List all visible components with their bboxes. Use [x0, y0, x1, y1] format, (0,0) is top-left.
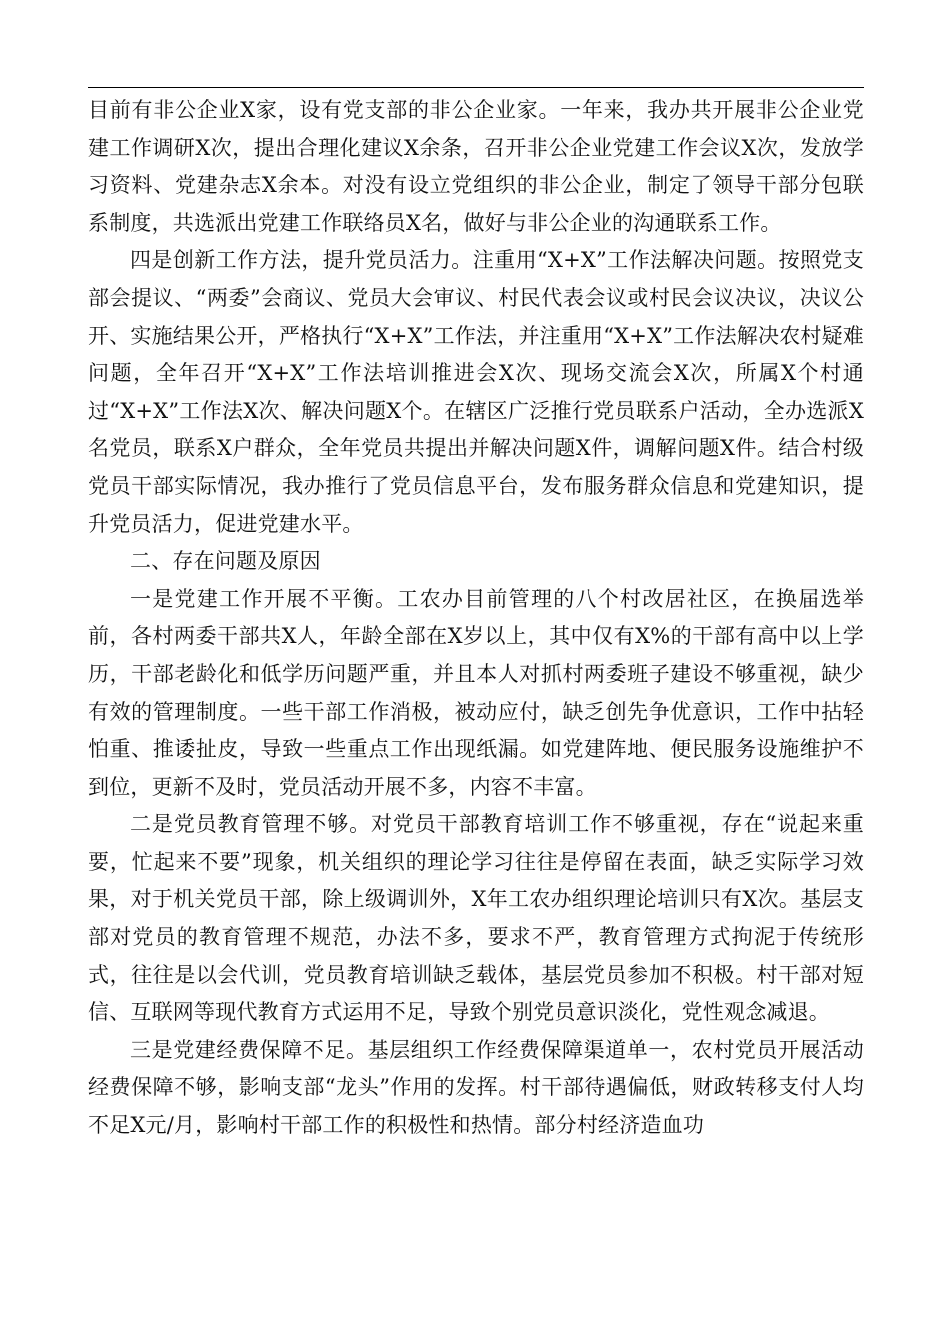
document-body [88, 92, 864, 1145]
paragraph-innovation-methods: 四是创新工作方法，提升党员活力。注重用“X+X”工作法解决问题。按照党支部会提议、“两委”会商议、党员大会审议、村民代表会议或村民会议决议，决议公开、实施结果公开，严格执行“X+X”工作法，并注重用“X+X”工作法解决农村疑难问题，全年召开“X+X”工作法培训推进会X次、现场交流会X次，所属X个村通过“X+X”工作法X次、解决问题X个。在辖区广泛推行党员联系户活动，全办选派X名党员，联系X户群众，全年党员共提出并解决问题X件，调解问题X件。结合村级党员干部实际情况，我办推行了党员信息平台，发布服务群众信息和党建知识，提升党员活力，促进党建水平。 [88, 248, 864, 536]
header-rule [88, 87, 864, 88]
paragraph-funding: 三是党建经费保障不足。基层组织工作经费保障渠道单一，农村党员开展活动经费保障不够，影响支部“龙头”作用的发挥。村干部待遇偏低，财政转移支付人均不足X元/月，影响村干部工作的积极性和热情。部分村经济造血功 [88, 1037, 864, 1138]
paragraph-education-management: 二是党员教育管理不够。对党员干部教育培训工作不够重视，存在“说起来重要，忙起来不要”现象，机关组织的理论学习往往是停留在表面，缺乏实际学习效果，对于机关党员干部，除上级调训外，X年工农办组织理论培训只有X次。基层支部对党员的教育管理不规范，办法不多，要求不严，教育管理方式拘泥于传统形式，往往是以会代训，党员教育培训缺乏载体，基层党员参加不积极。村干部对短信、互联网等现代教育方式运用不足，导致个别党员意识淡化，党性观念减退。 [88, 812, 864, 1025]
paragraph-imbalance: 一是党建工作开展不平衡。工农办目前管理的八个村改居社区，在换届选举前，各村两委干部共X人，年龄全部在X岁以上，其中仅有X%的干部有高中以上学历，干部老龄化和低学历问题严重，并且本人对抓村两委班子建设不够重视，缺少有效的管理制度。一些干部工作消极，被动应付，缺乏创先争优意识，工作中拈轻怕重、推诿扯皮，导致一些重点工作出现纸漏。如党建阵地、便民服务设施维护不到位，更新不及时，党员活动开展不多，内容不丰富。 [88, 586, 864, 799]
section-heading-problems: 二、存在问题及原因 [130, 549, 321, 574]
document-page [88, 0, 864, 1344]
paragraph-continuation: 目前有非公企业X家，设有党支部的非公企业家。一年来，我办共开展非公企业党建工作调研X次，提出合理化建议X余条，召开非公企业党建工作会议X次，发放学习资料、党建杂志X余本。对没有设立党组织的非公企业，制定了领导干部分包联系制度，共选派出党建工作联络员X名，做好与非公企业的沟通联系工作。 [88, 98, 864, 235]
